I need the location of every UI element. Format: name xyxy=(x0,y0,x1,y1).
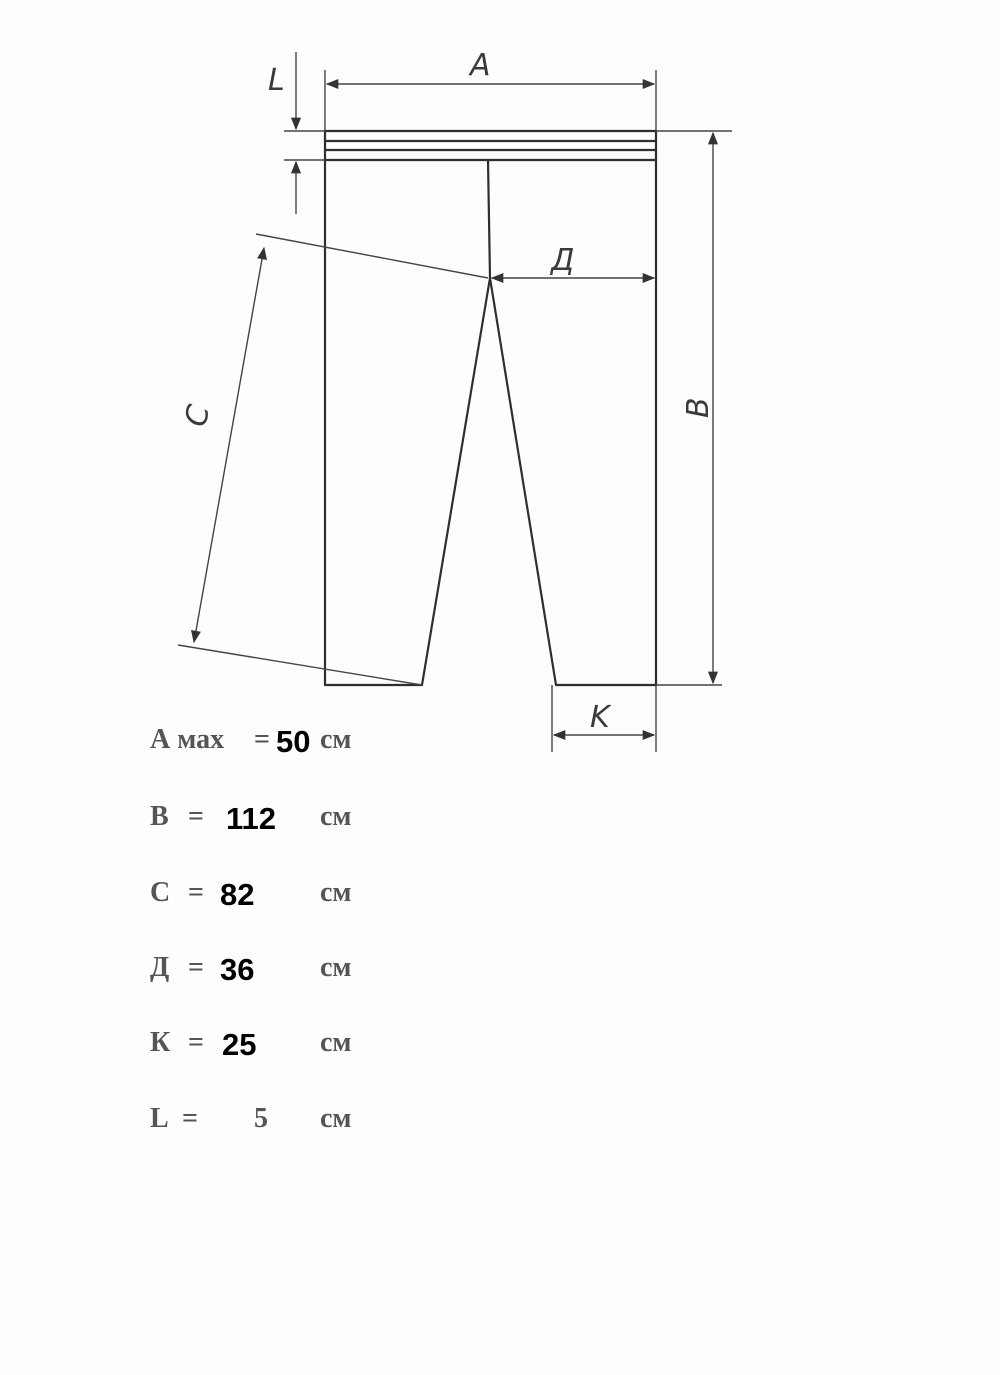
spec-row-d xyxy=(150,950,410,990)
spec-label: А мах xyxy=(150,724,225,755)
spec-unit: см xyxy=(320,724,352,755)
spec-value: 25 xyxy=(222,1027,257,1062)
spec-value: 50 xyxy=(276,724,311,759)
spec-row-l xyxy=(150,1101,410,1141)
spec-value: 5 xyxy=(254,1103,268,1134)
spec-equals: = xyxy=(188,801,204,832)
spec-row-b xyxy=(150,799,410,839)
spec-equals: = xyxy=(188,1027,204,1058)
spec-label: В xyxy=(150,801,169,832)
label-c: C xyxy=(178,401,218,430)
spec-row-k xyxy=(150,1025,410,1065)
spec-equals: = xyxy=(182,1103,198,1134)
spec-label: Д xyxy=(150,952,170,983)
spec-label: К xyxy=(150,1027,171,1058)
label-l: L xyxy=(268,63,285,98)
spec-unit: см xyxy=(320,877,352,908)
label-k: K xyxy=(590,700,610,735)
spec-row-c xyxy=(150,875,410,915)
spec-row-a xyxy=(150,722,410,762)
label-b: B xyxy=(681,397,716,418)
spec-value: 36 xyxy=(220,952,255,987)
spec-unit: см xyxy=(320,801,352,832)
spec-label: L xyxy=(150,1103,169,1134)
label-d: Д xyxy=(551,243,575,278)
spec-equals: = xyxy=(188,877,204,908)
spec-unit: см xyxy=(320,1103,352,1134)
spec-unit: см xyxy=(320,1027,352,1058)
spec-equals: = xyxy=(254,724,270,755)
label-a: A xyxy=(470,48,491,83)
spec-value: 82 xyxy=(220,877,255,912)
spec-label: С xyxy=(150,877,171,908)
spec-unit: см xyxy=(320,952,352,983)
spec-equals: = xyxy=(188,952,204,983)
spec-value: 112 xyxy=(226,801,277,836)
